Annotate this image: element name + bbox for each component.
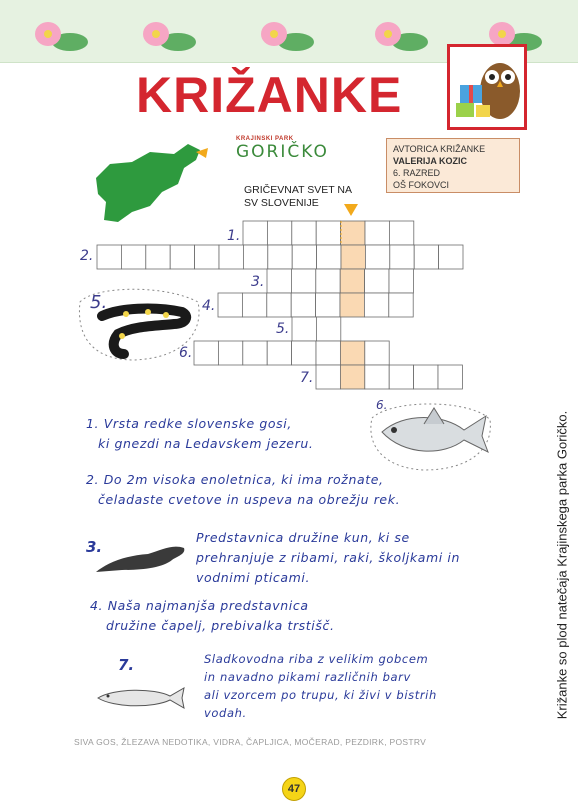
crossword-cell[interactable] <box>218 341 242 365</box>
clue-line: Sladkovodna riba z velikim gobcem <box>204 652 429 666</box>
solution-cell[interactable] <box>340 293 364 317</box>
crossword-cell[interactable] <box>389 221 413 245</box>
row-number: 1. <box>227 228 241 244</box>
crossword-cell[interactable] <box>243 245 267 269</box>
crossword-cell[interactable] <box>364 293 388 317</box>
crossword-cell[interactable] <box>170 245 194 269</box>
crossword-cell[interactable] <box>291 293 315 317</box>
crossword-cell[interactable] <box>414 245 438 269</box>
solution-hint-line: GRIČEVNAT SVET NA <box>244 184 352 196</box>
solution-cell[interactable] <box>340 365 364 389</box>
author-label: AVTORICA KRIŽANKE <box>393 144 486 154</box>
crossword-cell[interactable] <box>195 245 219 269</box>
clue-line: Predstavnica družine kun, ki se <box>196 530 410 545</box>
picture-number: 6. <box>376 398 388 412</box>
solution-cell[interactable] <box>341 221 365 245</box>
crossword-cell[interactable] <box>268 245 292 269</box>
crossword-cell[interactable] <box>243 341 267 365</box>
crossword-cell[interactable] <box>438 365 462 389</box>
clue-2 <box>86 470 400 510</box>
crossword-cell[interactable] <box>267 341 291 365</box>
crossword-cell[interactable] <box>316 317 340 341</box>
row-number: 5. <box>276 321 290 337</box>
crossword-cell[interactable] <box>365 221 389 245</box>
park-logo-small: KRAJINSKI PARK <box>236 136 294 142</box>
crossword-cell[interactable] <box>389 269 413 293</box>
row-number: 2. <box>80 248 94 264</box>
crossword-cell[interactable] <box>316 365 340 389</box>
park-logo-name: GORIČKO <box>236 142 329 162</box>
clue-line: in navadno pikami različnih barv <box>204 670 411 684</box>
crossword-cell[interactable] <box>316 341 340 365</box>
trout-picture <box>94 682 186 712</box>
row-number: 3. <box>251 274 265 290</box>
clue-line: vodah. <box>204 706 247 720</box>
author-school: OŠ FOKOVCI <box>393 180 450 190</box>
crossword-cell[interactable] <box>365 365 389 389</box>
crossword-cell[interactable] <box>146 245 170 269</box>
row-number: 6. <box>179 345 193 361</box>
crossword-cell[interactable] <box>267 221 291 245</box>
clue-line: vodnimi pticami. <box>196 570 311 585</box>
crossword-cell[interactable] <box>292 341 316 365</box>
crossword-cell[interactable] <box>439 245 463 269</box>
clue-7 <box>204 650 437 722</box>
row-number: 7. <box>300 370 314 386</box>
crossword-cell[interactable] <box>218 293 242 317</box>
clue-line: 2. Do 2m visoka enoletnica, ki ima rožnate, <box>86 472 384 487</box>
crossword-cell[interactable] <box>365 269 389 293</box>
author-name: VALERIJA KOZIC <box>393 156 468 166</box>
clue-number: 3. <box>86 538 103 556</box>
crossword-cell[interactable] <box>292 221 316 245</box>
crossword-cell[interactable] <box>267 293 291 317</box>
clue-number: 7. <box>118 656 135 674</box>
clue-line: družine čapelj, prebivalka trstišč. <box>106 618 335 633</box>
crossword-cell[interactable] <box>365 245 389 269</box>
row-number: 4. <box>202 298 216 314</box>
page-title: KRIŽANKE <box>136 67 403 123</box>
crossword-cell[interactable] <box>267 269 291 293</box>
crossword-cell[interactable] <box>242 293 266 317</box>
crossword-cell[interactable] <box>121 245 145 269</box>
clue-3 <box>196 528 460 588</box>
clue-line: prehranjuje z ribami, raki, školjkami in <box>196 550 460 565</box>
solution-cell[interactable] <box>340 269 364 293</box>
crossword-cell[interactable] <box>219 245 243 269</box>
crossword-cell[interactable] <box>316 221 340 245</box>
crossword-cell[interactable] <box>414 365 438 389</box>
crossword-cell[interactable] <box>316 269 340 293</box>
picture-number: 5. <box>90 292 108 313</box>
clue-4 <box>90 596 335 636</box>
crossword-cell[interactable] <box>97 245 121 269</box>
crossword-cell[interactable] <box>292 245 316 269</box>
clue-line: ali vzorcem po trupu, ki živi v bistrih <box>204 688 437 702</box>
crossword-cell[interactable] <box>389 293 413 317</box>
crossword-cell[interactable] <box>365 341 389 365</box>
solution-hint-line: SV SLOVENIJE <box>244 197 319 209</box>
clue-line: 1. Vrsta redke slovenske gosi, <box>86 416 292 431</box>
author-grade: 6. RAZRED <box>393 168 441 178</box>
crossword-cell[interactable] <box>316 293 340 317</box>
clue-line: ki gnezdi na Ledavskem jezeru. <box>98 436 314 451</box>
crossword-cell[interactable] <box>317 245 341 269</box>
crossword-cell[interactable] <box>389 365 413 389</box>
solution-cell[interactable] <box>340 341 364 365</box>
crossword-cell[interactable] <box>243 221 267 245</box>
crossword-cell[interactable] <box>390 245 414 269</box>
clue-line: čeladaste cvetove in uspeva na obrežju rek. <box>98 492 401 507</box>
crossword-cell[interactable] <box>291 269 315 293</box>
otter-picture <box>92 538 188 578</box>
page-number: 47 <box>282 777 306 801</box>
clue-1 <box>86 414 313 454</box>
clue-line: 4. Naša najmanjša predstavnica <box>90 598 309 613</box>
crossword-cell[interactable] <box>292 317 316 341</box>
solution-cell[interactable] <box>341 245 365 269</box>
answers-line: SIVA GOS, ŽLEZAVA NEDOTIKA, VIDRA, ČAPLJICA, MOČERAD, PEZDIRK, POSTRV <box>74 737 427 747</box>
side-note: Križanke so plod natečaja Krajinskega parka Goričko. <box>554 410 570 720</box>
